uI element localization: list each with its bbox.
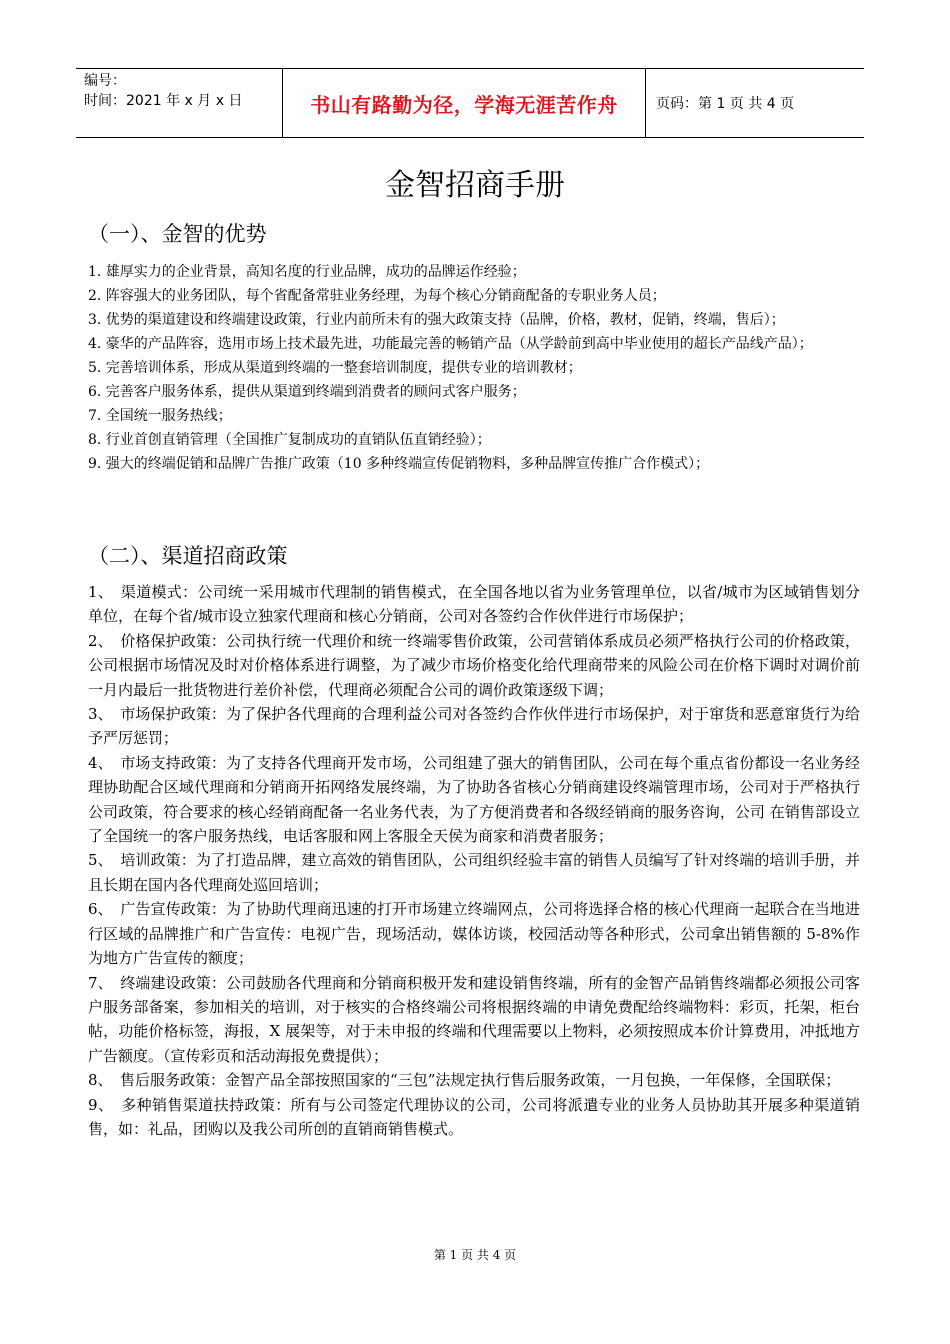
list-item: 9. 强大的终端促销和品牌广告推广政策（10 多种终端宣传促销物料，多种品牌宣传推广合作模式）；: [88, 456, 710, 472]
slogan: 书山有路勤为径，学海无涯苦作舟: [310, 92, 618, 117]
time-label: 时间：2021 年 x 月 x 日: [84, 93, 243, 109]
header-meta: [76, 69, 282, 137]
page-header: [76, 68, 864, 138]
list-item: 4、 市场支持政策：为了支持各代理商开发市场，公司组建了强大的销售团队，公司在每个重点省份都设一名业务经理协助配合区域代理商和分销商开拓网络发展终端，为了协助各省核心分销商建设终端管理市场，公司对于严格执行公司政策，符合要求的核心经销商配备一名业务代表，为了方便消费者和各级经销商的服务咨询，公司 在销售部设立了全国统一的客户服务热线，电话客服和网上客服全天侯为商家和消费者服务；: [88, 753, 860, 846]
list-item: 2、 价格保护政策：公司执行统一代理价和统一终端零售价政策，公司营销体系成员必须严格执行公司的价格政策，公司根据市场情况及时对价格体系进行调整，为了减少市场价格变化给代理商带来的风险公司在价格下调时对调价前一月内最后一批货物进行差价补偿，代理商必须配合公司的调价政策逐级下调；: [88, 631, 860, 699]
list-item: 5. 完善培训体系，形成从渠道到终端的一整套培训制度，提供专业的培训教材；: [88, 360, 582, 376]
section-1-list: [88, 260, 870, 476]
list-item: 8. 行业首创直销管理（全国推广复制成功的直销队伍直销经验）；: [88, 432, 491, 448]
list-item: 9、 多种销售渠道扶持政策：所有与公司签定代理协议的公司，公司将派遣专业的业务人员协助其开展多种渠道销售，如：礼品，团购以及我公司所创的直销商销售模式。: [88, 1095, 860, 1138]
list-item: 6. 完善客户服务体系，提供从渠道到终端到消费者的顾问式客户服务；: [88, 384, 526, 400]
list-item: 1、 渠道模式：公司统一采用城市代理制的销售模式，在全国各地以省为业务管理单位，以省/城市为区域销售划分单位，在每个省/城市设立独家代理商和核心分销商，公司对各签约合作伙伴进行市场保护；: [88, 583, 860, 626]
list-item: 3、 市场保护政策：为了保护各代理商的合理利益公司对各签约合作伙伴进行市场保护，对于窜货和恶意窜货行为给予严厉惩罚；: [88, 705, 860, 748]
section-2-heading: （二）、渠道招商政策: [88, 544, 288, 568]
header-page-cell: [646, 69, 864, 137]
number-label: 编号：: [84, 73, 126, 89]
page-label: 页码：第 1 页 共 4 页: [656, 96, 795, 112]
section-1-heading: （一）、金智的优势: [88, 222, 267, 246]
list-item: 5、 培训政策：为了打造品牌，建立高效的销售团队，公司组织经验丰富的销售人员编写了针对终端的培训手册，并且长期在国内各代理商处巡回培训；: [88, 851, 860, 894]
document-title: 金智招商手册: [385, 168, 565, 203]
list-item: 4. 豪华的产品阵容，选用市场上技术最先进，功能最完善的畅销产品（从学龄前到高中毕业使用的超长产品线产品）；: [88, 336, 813, 352]
list-item: 7. 全国统一服务热线；: [88, 408, 232, 424]
section-2-list: [88, 580, 860, 1141]
list-item: 8、 售后服务政策：金智产品全部按照国家的“三包”法规定执行售后服务政策，一月包换，一年保修，全国联保；: [88, 1071, 841, 1090]
list-item: 7、 终端建设政策：公司鼓励各代理商和分销商积极开发和建设销售终端，所有的金智产品销售终端都必须报公司客户服务部备案，参加相关的培训，对于核实的合格终端公司将根据终端的申请免费配给终端物料：彩页，托架，柜台帖，功能价格标签，海报，X 展架等，对于未申报的终端和代理需要以上物料，必须按照成本价计算费用，冲抵地方广告额度。（宣传彩页和活动海报免费提供）；: [88, 973, 860, 1065]
page-footer: 第 1 页 共 4 页: [433, 1248, 517, 1262]
list-item: 3. 优势的渠道建设和终端建设政策，行业内前所未有的强大政策支持（品牌，价格，教材，促销，终端，售后）；: [88, 312, 785, 328]
list-item: 1. 雄厚实力的企业背景，高知名度的行业品牌，成功的品牌运作经验；: [88, 264, 526, 280]
list-item: 6、 广告宣传政策：为了协助代理商迅速的打开市场建立终端网点，公司将选择合格的核心代理商一起联合在当地进行区域的品牌推广和广告宣传：电视广告，现场活动，媒体访谈，校园活动等各种形式，公司拿出销售额的 5-8%作为地方广告宣传的额度；: [88, 900, 860, 968]
list-item: 2. 阵容强大的业务团队，每个省配备常驻业务经理，为每个核心分销商配备的专职业务人员；: [88, 288, 666, 304]
header-slogan-cell: [282, 69, 646, 137]
